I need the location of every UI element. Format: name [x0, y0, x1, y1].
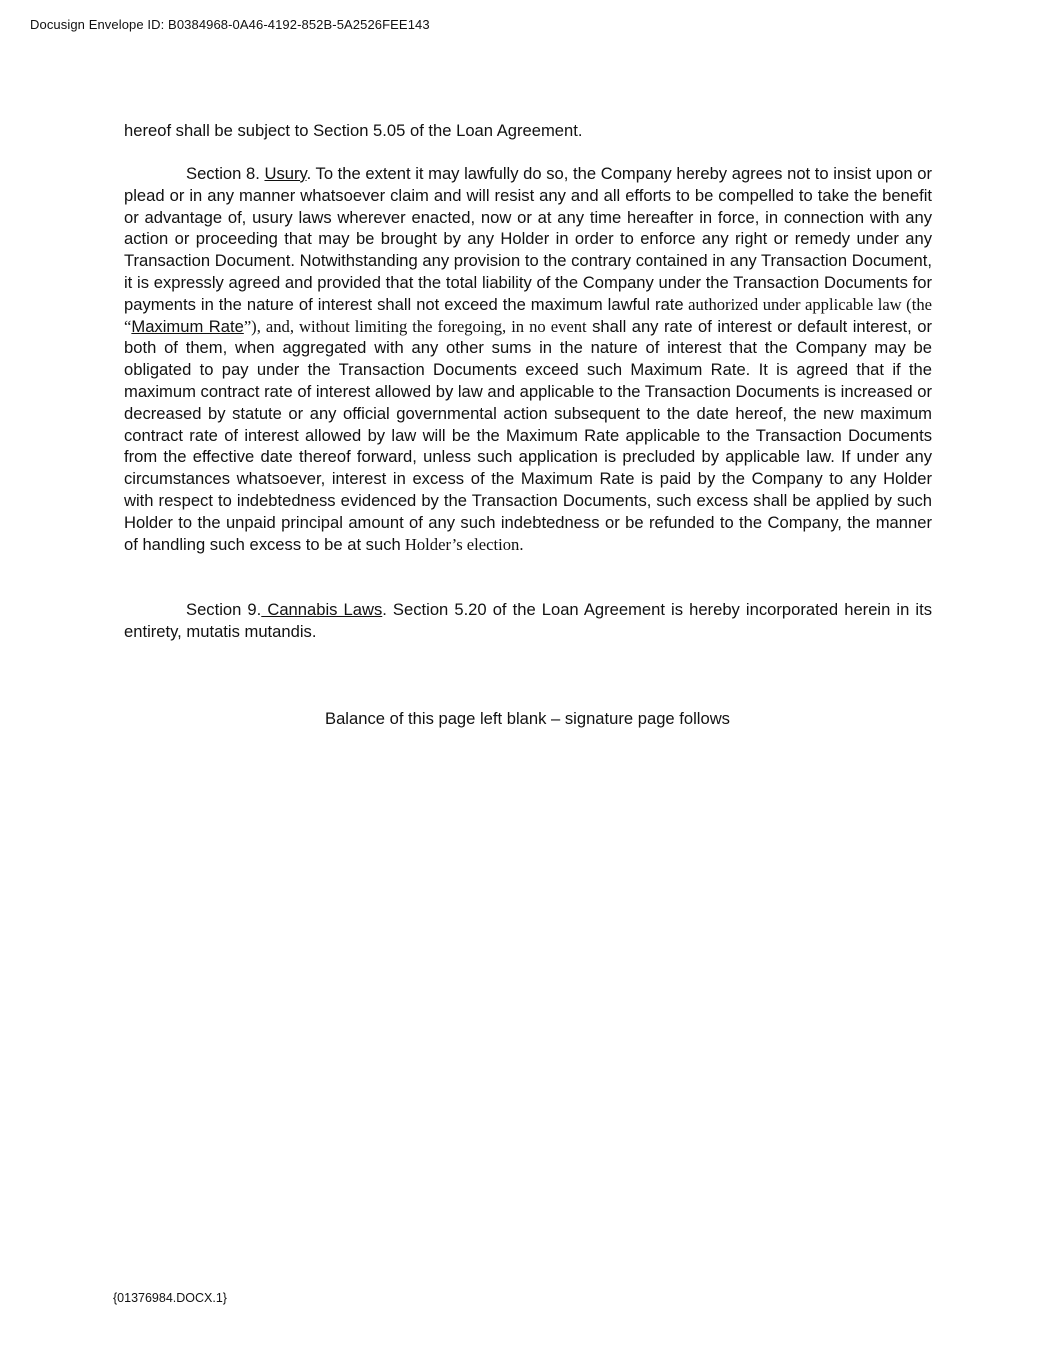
document-reference-footer: {01376984.DOCX.1} [113, 1291, 227, 1305]
section-8-text-4: shall any rate of interest or default interest, or both of them, when aggregated with any other sums in the nature of interest that the Company may be obligated to pay under the Transaction Documents exceed such Maximum Rate. It is agreed that if the maximum contract rate of interest allowed by law and applicable to the Transaction Documents is increased or decreased by statute or any official governmental action subsequent to the date hereof, the new maximum contract rate of interest allowed by law will be the Maximum Rate applicable to the Transaction Documents from the effective date thereof forward, unless such application is precluded by applicable law. If under any circumstances whatsoever, interest in excess of the Maximum Rate is paid by the Company to any Holder with respect to indebtedness evidenced by the Transaction Documents, such excess shall be applied by such Holder to the unpaid principal amount of any such indebtedness or be refunded to the Company, the manner of handling such excess to be at such [124, 316, 932, 554]
section-8-text-3: ”), and, without limiting the foregoing, in no event [243, 316, 587, 336]
continuation-text: hereof shall be subject to Section 5.05 of the Loan Agreement. [124, 121, 583, 140]
section-8-paragraph [124, 163, 932, 555]
balance-blank-note: Balance of this page left blank – signature page follows [325, 709, 730, 728]
section-8-text-5: Holder’s election. [400, 534, 524, 554]
section-8-text-1: . To the extent it may lawfully do so, the Company hereby agrees not to insist upon or plead or in any manner whatsoever claim and will resist any and all efforts to be compelled to take the benefit or advantage of, usury laws wherever enacted, now or at any time hereafter in force, in connection with any action or proceeding that may be brought by any Holder in order to enforce any right or remedy under any Transaction Document. Notwithstanding any provision to the contrary contained in any Transaction Document, it is expressly agreed and provided that the total liability of the Company under the Transaction Documents for payments in the nature of interest shall not exceed the maximum lawful rate [124, 164, 932, 314]
envelope-id-header: Docusign Envelope ID: B0384968-0A46-4192-852B-5A2526FEE143 [30, 17, 430, 32]
section-9-text: . Section 5.20 of the Loan Agreement is hereby incorporated herein in its entirety, mutatis mutandis. [124, 600, 932, 641]
section-8-number: Section 8. [186, 164, 260, 183]
continuation-paragraph [124, 120, 932, 142]
section-9-paragraph [124, 599, 932, 643]
section-8-text-2: authorized under applicable law (the “ [124, 294, 932, 336]
defined-term-maximum-rate: Maximum Rate [131, 316, 244, 336]
section-8-heading: Usury [264, 164, 307, 183]
section-9-heading: Cannabis Laws [261, 600, 383, 619]
section-9-number: Section 9. [186, 600, 262, 619]
